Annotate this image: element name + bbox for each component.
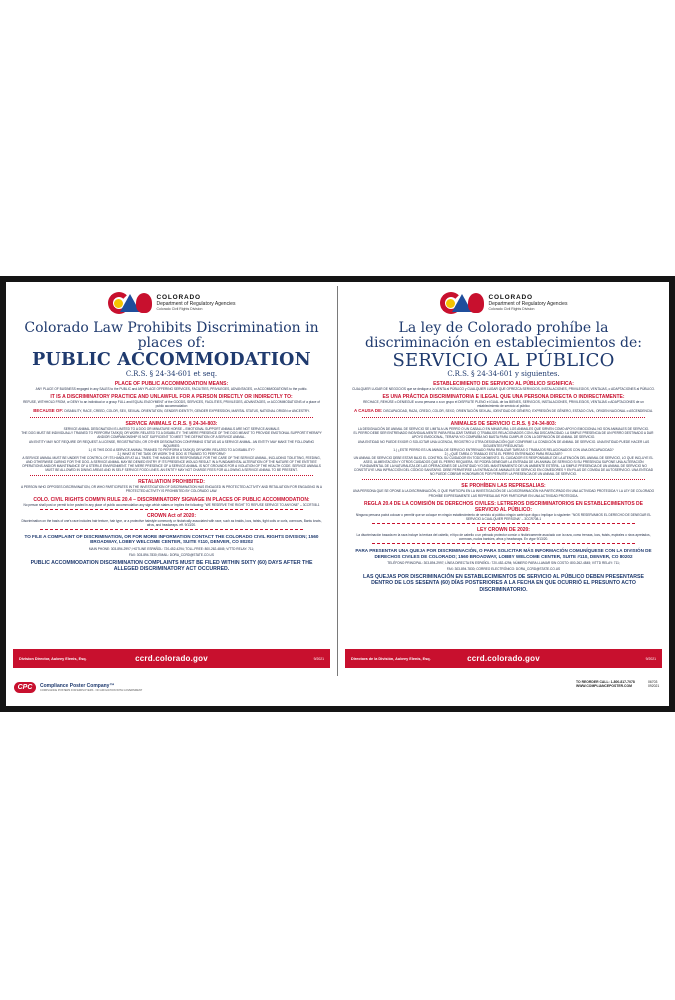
footer-bar-english bbox=[13, 649, 330, 668]
divider bbox=[30, 475, 313, 476]
logo-department: Department of Regulatory Agencies bbox=[488, 301, 568, 307]
logo-department: Department of Regulatory Agencies bbox=[156, 301, 236, 307]
divider bbox=[40, 509, 303, 510]
poster-codes bbox=[648, 680, 659, 689]
publisher-name: Compliance Poster Company™ bbox=[40, 683, 115, 689]
because-of-heading: A CAUSA DE: bbox=[354, 408, 383, 414]
reorder-info bbox=[576, 680, 635, 689]
divider bbox=[362, 479, 645, 480]
crown-act-heading: LEY CROWN DE 2020: bbox=[477, 526, 530, 533]
dora-logo bbox=[352, 288, 655, 318]
service-animals-heading: ANIMALES DE SERVICIO C.R.S. § 24-34-803: bbox=[450, 421, 557, 428]
discrimination-heading: ES UNA PRÁCTICA DISCRIMINATORIA E ILEGAL QUE UNA PERSONA DIRECTA O INDIRECTAMENTE: bbox=[382, 394, 625, 401]
reorder-phone: TO REORDER CALL: 1-800-817-7078 bbox=[576, 680, 635, 684]
discrimination-text: REFUSE, WITHHOLD FROM, or DENY to an individual or a group FULL and EQUAL ENJOYMENT of the GOODS, SERVICES, FACILITIES, PRIVILEGES, ADVANTAGES, or ACCOMMODATIONS of a place of public accommodation bbox=[23, 400, 320, 409]
dora-logo bbox=[20, 288, 323, 318]
publisher-brand bbox=[14, 682, 142, 693]
means-heading: PLACE OF PUBLIC ACCOMMODATION MEANS: bbox=[114, 381, 229, 387]
poster-heading: PUBLIC ACCOMMODATION bbox=[32, 350, 311, 370]
colorado-logo-icon bbox=[108, 291, 152, 315]
version-code: 092021 bbox=[648, 684, 660, 689]
crown-act-text: Discrimination on the basis of one's race includes hair texture, hair type, or a protective hairstyle commonly or historically associated with race, such as braids, locs, twists, tight coils or curls, cornrows, Bantu knots, afros, and headwraps. eff. 9/13/20. bbox=[21, 518, 322, 527]
because-of-text: DISABILITY, RACE, CREED, COLOR, SEX, SEXUAL ORIENTATION, GENDER IDENTITY, GENDER EXPRESSION, MARITAL STATUS, NATIONAL ORIGIN or ANCESTRY. bbox=[64, 409, 310, 414]
poster-title: Colorado Law Prohibits Discrimination in places of: bbox=[24, 320, 319, 351]
contact-line-1: TELÉFONO PRINCIPAL: 303-894-2997; LÍNEA DIRECTA EN ESPAÑOL: 720-452-4294; NÚMERO PARA LLAMAR SIN COSTO: 800-262-4845; V/TTD RELAY: 711; bbox=[387, 561, 620, 566]
signage-rule-heading: COLO. CIVIL RIGHTS COMM'N RULE 20.4 – DISCRIMINATORY SIGNAGE IN PLACES OF PUBLIC ACCOMMODATION: bbox=[33, 496, 310, 503]
division-director: Division Director, Aubrey Elenis, Esq. bbox=[19, 656, 87, 661]
revision-date: 9/2021 bbox=[313, 656, 324, 661]
service-animals-text-3: AN ENTITY MAY NOT REQUIRE OR REQUEST A LICENSE, REGISTRATION, OR OTHER DESIGNATION CONFIRMING STATUS AS A SERVICE ANIMAL. AN ENTITY MAY MAKE THE FOLLOWING INQUIRIES: bbox=[28, 439, 315, 448]
sku-code: 06703 bbox=[648, 680, 658, 684]
means-text: CUALQUIER LUGAR DE NEGOCIOS que se dedique a la VENTA al PÚBLICO y CUALQUIER LUGAR QUE OFREZCA SERVICIOS, INSTALACIONES, PRIVILEGIOS, VENTAJAS, o ADAPTACIONES al PÚBLICO. bbox=[352, 387, 655, 391]
publisher-tagline: COMPLIANCE POSTERS FOR EMPLOYERS · NO AFFILIATION WITH GOVERNMENT bbox=[40, 689, 143, 692]
website-link[interactable]: ccrd.colorado.gov bbox=[135, 654, 208, 663]
contact-line-1: MAIN PHONE: 303-894-2997; HOTLINE ESPAÑOL: 720-452-4294; TOLL-FREE: 800-262-4845; V/TTD RELAY: 711; bbox=[88, 546, 255, 551]
footer-bar-spanish bbox=[345, 649, 662, 668]
discrimination-heading: IT IS A DISCRIMINATORY PRACTICE AND UNLAWFUL FOR A PERSON DIRECTLY OR INDIRECTLY TO: bbox=[50, 394, 293, 401]
because-of-heading: BECAUSE OF: bbox=[33, 408, 64, 414]
service-animals-question-1: 1.) ¿ESTE PERRO ES UN ANIMAL DE SERVICIO ENTRENADO PARA REALIZAR TAREAS O TRABAJOS RELACIONADOS CON UNA DISCAPACIDAD? bbox=[393, 447, 614, 452]
filing-deadline: PUBLIC ACCOMMODATION DISCRIMINATION COMPLAINTS MUST BE FILED WITHIN SIXTY (60) DAYS AFTER THE ALLEGED DISCRIMINATORY ACT OCCURRED. bbox=[30, 559, 313, 573]
divider bbox=[362, 417, 645, 418]
because-of-text: DISCAPACIDAD, RAZA, CREDO, COLOR, SEXO, ORIENTACIÓN SEXUAL, IDENTIDAD DE GÉNERO, EXPRESIÓN DE GÉNERO, ESTADO CIVIL, ORIGEN NACIONAL o ASCENDENCIA. bbox=[383, 409, 653, 414]
retaliation-text: A PERSON WHO OPPOSES DISCRIMINATION, OR WHO PARTICIPATES IN THE INVESTIGATION OF DISCRIMINATION HAS ENGAGED IN PROTECTED ACTIVITY AND RETALIATION FOR ENGAGING IN A PROTECTED ACTIVITY IS PROHIBITED BY COLORADO LAW. bbox=[21, 485, 322, 494]
logo-name: COLORADO bbox=[156, 293, 201, 301]
signage-rule-heading: REGLA 20.4 DE LA COMISIÓN DE DERECHOS CIVILES: LETREROS DISCRIMINATORIOS EN ESTABLECIMIENTOS DE SERVICIO AL PÚBLICO: bbox=[363, 500, 643, 513]
service-animals-question-1: 1.) IS THIS DOG A SERVICE ANIMAL TRAINED TO PERFORM A TASK(S) OR WORK RELATED TO A DISABILITY? bbox=[88, 447, 255, 452]
because-of-row bbox=[20, 408, 323, 414]
service-animals-text-2: EL PERRO DEBE SER ENTRENADO INDIVIDUALMENTE PARA REALIZAR TAREAS O TRABAJOS RELACIONADOS CON UNA DISCAPACIDAD. LA SIMPLE PRESENCIA DE UN PERRO DESTINADO A DAR APOYO EMOCIONAL, TERAPIA Y/O COMPAÑÍA NO BASTA PARA CUMPLIR CON LA DEFINICIÓN DE ANIMAL DE SERVICIO. bbox=[353, 431, 654, 440]
retaliation-text: UNA PERSONA QUE SE OPONE A LA DISCRIMINACIÓN, O QUE PARTICIPA EN LA INVESTIGACIÓN DE LA DISCRIMINACIÓN HA PARTICIPADO EN UNA ACTIVIDAD PROTEGIDA Y LA LEY DE COLORADO PROHÍBE EXPRESAMENTE LAS REPRESALIAS POR PARTICIPAR EN UNA ACTIVIDAD PROTEGIDA. bbox=[352, 489, 655, 498]
service-animals-text-4: UN ANIMAL DE SERVICIO DEBE ESTAR BAJO EL CONTROL SU CUIDADOR EN TODO MOMENTO. EL CUIDADOR ES RESPONSABLE DE LA ATENCIÓN DEL ANIMAL DE SERVICIO, LO QUE INCLUYE EL ASEO, ALIMENTACIÓN Y OTROS CUIDADOS QUE EL PERRO REQUIERA. SE PODRÁ DENEGAR LA ENTRADA DE UN ANIMAL DE SERVICIO SI SU PRESENCIA SUPONE UNA ALTERACIÓN FUNDAMENTAL DE LA NATURALEZA DE LAS OPERACIONES DE LA ENTIDAD Y/O DEL MANTENIMIENTO DE UN AMBIENTE ESTÉRIL. LA SIMPLE PRESENCIA DE UN ANIMAL DE SERVICIO NO CONSTITUYE UNA INFRACCIÓN DEL CÓDIGO SANITARIO. DEBE PERMITIRSE LA ENTRADA DE ANIMALES DE SERVICIO EN COMEDORES Y EN FILAS DE COMIDA DE AUTOSERVICIO. UNA ENTIDAD NO PUEDE COBRAR HONORARIOS POR PERMITIR LA PRESENCIA DE UN ANIMAL DE SERVICIO. bbox=[353, 455, 654, 477]
retaliation-heading: RETALIATION PROHIBITED: bbox=[138, 479, 205, 486]
poster-sheet bbox=[6, 282, 669, 706]
spanish-panel bbox=[338, 282, 669, 646]
crown-act-text: La discriminación basada en la raza incluye la textura del cabello, el tipo de cabello o un peinado protector común o históricamente asociado con la raza, como trenzas, locs, twists, espirales o rizos apretados, cornrows, nudos bantúes, afros y headwraps. En vigor 9/13/20. bbox=[356, 532, 651, 541]
service-animals-heading: SERVICE ANIMALS C.R.S. § 24-34-803: bbox=[125, 421, 218, 428]
english-panel bbox=[6, 282, 337, 646]
file-complaint-text: TO FILE A COMPLAINT OF DISCRIMINATION, OR FOR MORE INFORMATION CONTACT THE COLORADO CIVIL RIGHTS DIVISION; 1560 BROADWAY, LOBBY WELCOME CENTER, SUITE #110, DENVER, CO 80202 bbox=[24, 533, 319, 545]
retaliation-heading: SE PROHÍBEN LAS REPRESALIAS: bbox=[461, 483, 546, 490]
signage-rule-text: Ninguna persona podrá colocar o permitir que se coloque en ningún establecimiento de servicio al público ningún cartel que diga o implique lo siguiente: "NOS RESERVAMOS EL DERECHO DE DENEGAR EL SERVICIO A CUALQUIER PERSONA" – 3CCR708-1 bbox=[355, 512, 652, 521]
logo-division: Colorado Civil Rights Division bbox=[488, 307, 535, 311]
means-heading: ESTABLECIMIENTO DE SERVICIO AL PÚBLICO SIGNIFICA: bbox=[433, 381, 574, 387]
service-animals-text-4: A SERVICE ANIMAL MUST BE UNDER THE CONTROL OF ITS HANDLER AT ALL TIMES. THE HANDLER IS RESPONSIBLE FOR THE CARE OF THE SERVICE ANIMAL, INCLUDING TOILETING, FEEDING, AND OTHERWISE CARING FOR THE DOG. A SERVICE ANIMAL MAY BE DENIED ENTRY IF ITS PRESENCE WOULD RESULT IN A FUNDAMENTAL ALTERATION OF THE NATURE OF THE ENTITIES' OPERATIONS AND/OR MAINTENANCE OF A STERILE ENVIRONMENT. THE MERE PRESENCE OF A SERVICE ANIMAL IS NOT GROUNDS FOR A VIOLATION OF THE HEALTH CODE. SERVICE ANIMALS MUST BE ALLOWED IN DINING AREAS AND IN SELF SERVICE FOOD LINES. AN ENTITY MAY NOT CHARGE FEES FOR ALLOWING A SERVICE ANIMAL TO BE PRESENT. bbox=[22, 455, 321, 473]
discrimination-text: RECHACE, REHÚSE o DENIEGUE a una persona o a un grupo el DISFRUTE PLENO e IGUAL de los BIENES, SERVICIOS, INSTALACIONES, PRIVILEGIOS, VENTAJAS o ADAPTACIONES de un establecimiento de servicio al público bbox=[363, 400, 644, 409]
crown-act-heading: CROWN Act of 2020: bbox=[147, 512, 196, 519]
divider bbox=[40, 529, 303, 530]
means-text: ANY PLACE OF BUSINESS engaged in any SALES to the PUBLIC and ANY PLACE OFFERING SERVICES, FACILITIES, PRIVILEGES, ADVANTAGES, or ACCOMMODATIONS to the public. bbox=[35, 387, 308, 391]
statute-citation: C.R.S. § 24-34-601 y siguientes. bbox=[447, 370, 560, 378]
poster-title: La ley de Colorado prohíbe la discriminación en establecimientos de: bbox=[365, 320, 642, 351]
service-animals-text-1: SERVICE ANIMAL DESIGNATION IS LIMITED TO A DOG OR MINIATURE HORSE – EMOTIONAL SUPPORT ANIMALS ARE NOT SERVICE ANIMALS bbox=[63, 427, 280, 432]
statute-citation: C.R.S. § 24-34-601 et seq. bbox=[125, 370, 218, 378]
revision-date: 9/2021 bbox=[645, 656, 656, 661]
logo-name: COLORADO bbox=[488, 293, 533, 301]
filing-deadline: LAS QUEJAS POR DISCRIMINACIÓN EN ESTABLECIMIENTOS DE SERVICIO AL PÚBLICO DEBEN PRESENTARSE DENTRO DE LOS SESENTA (60) DÍAS POSTERIORES A LA FECHA EN QUE OCURRIÓ EL PRESUNTO ACTO DISCRIMINATORIO. bbox=[363, 574, 644, 593]
logo-division: Colorado Civil Rights Division bbox=[156, 307, 203, 311]
divider bbox=[30, 417, 313, 418]
service-animals-question-2: 2.) WHAT IS THE TASK OR WORK THE DOG IS TRAINED TO PERFORM? bbox=[117, 451, 226, 456]
service-animals-text-2: THE DOG MUST BE INDIVIDUALLY TRAINED TO PERFORM TASK(S) OR WORK RELATED TO A DISABILITY. THE MERE PRESENCE OF THE DOG MEANT TO PROVIDE EMOTIONAL SUPPORT/THERAPY AND/OR COMPANIONSHIP IS NOT SUFFICIENT TO MEET THE DEFINITION OF A SERVICE ANIMAL. bbox=[21, 431, 322, 440]
website-link[interactable]: ccrd.colorado.gov bbox=[467, 654, 540, 663]
poster-heading: SERVICIO AL PÚBLICO bbox=[392, 350, 615, 371]
colorado-logo-icon bbox=[440, 291, 484, 315]
service-animals-question-2: 2.) ¿QUÉ TAREA O TRABAJO ESTÁ EL PERRO ENTRENADO PARA REALIZAR? bbox=[444, 451, 563, 456]
because-of-row bbox=[352, 408, 655, 414]
service-animals-text-1: LA DESIGNACIÓN DE ANIMAL DE SERVICIO SE LIMITA A UN PERRO O UN CABALLO EN MINIATURA; LOS ANIMALES QUE SIRVEN COMO APOYO EMOCIONAL NO SON ANIMALES DE SERVICIO. bbox=[357, 427, 649, 432]
contact-line-2: FAX: 303-894-7830; EMAIL: DORA_CCRD@STATE.CO.US bbox=[129, 552, 214, 557]
file-complaint-text: PARA PRESENTAR UNA QUEJA POR DISCRIMINACIÓN, O PARA SOLICITAR MÁS INFORMACIÓN COMUNÍQUESE CON LA DIVISIÓN DE DERECHOS CIVILES DE COLORADO; 1560 BROADWAY, LOBBY WELCOME CENTER, SUITE #110, DENVER, CO 80202 bbox=[355, 547, 652, 559]
signage-rule-text: No person shall post or permit to be posted in any place of public accommodation any sign which states or implies the following: "WE RESERVE THE RIGHT TO REFUSE SERVICE TO ANYONE" – 3CCR708-1 bbox=[23, 502, 320, 507]
divider bbox=[372, 523, 635, 524]
cpc-logo-icon: CPC bbox=[14, 682, 36, 693]
divider bbox=[372, 543, 635, 544]
contact-line-2: FAX: 303-894-7830; CORREO ELECTRÓNICO: DORA_CCRD@STATE.CO.US bbox=[446, 567, 561, 572]
poster-frame bbox=[0, 276, 675, 712]
service-animals-text-3: UNA ENTIDAD NO PUEDE EXIGIR O SOLICITAR UNA LICENCIA, REGISTRO U OTRA DESIGNACIÓN QUE CONFIRME LA CONDICIÓN DE ANIMAL DE SERVICIO. UNA ENTIDAD PUEDE HACER LAS SIGUIENTES PREGUNTAS: bbox=[357, 439, 650, 448]
division-director: Directora de la División, Aubrey Elenis, Esq. bbox=[351, 656, 431, 661]
reorder-website[interactable]: WWW.COMPLIANCEPOSTER.COM bbox=[576, 684, 632, 689]
